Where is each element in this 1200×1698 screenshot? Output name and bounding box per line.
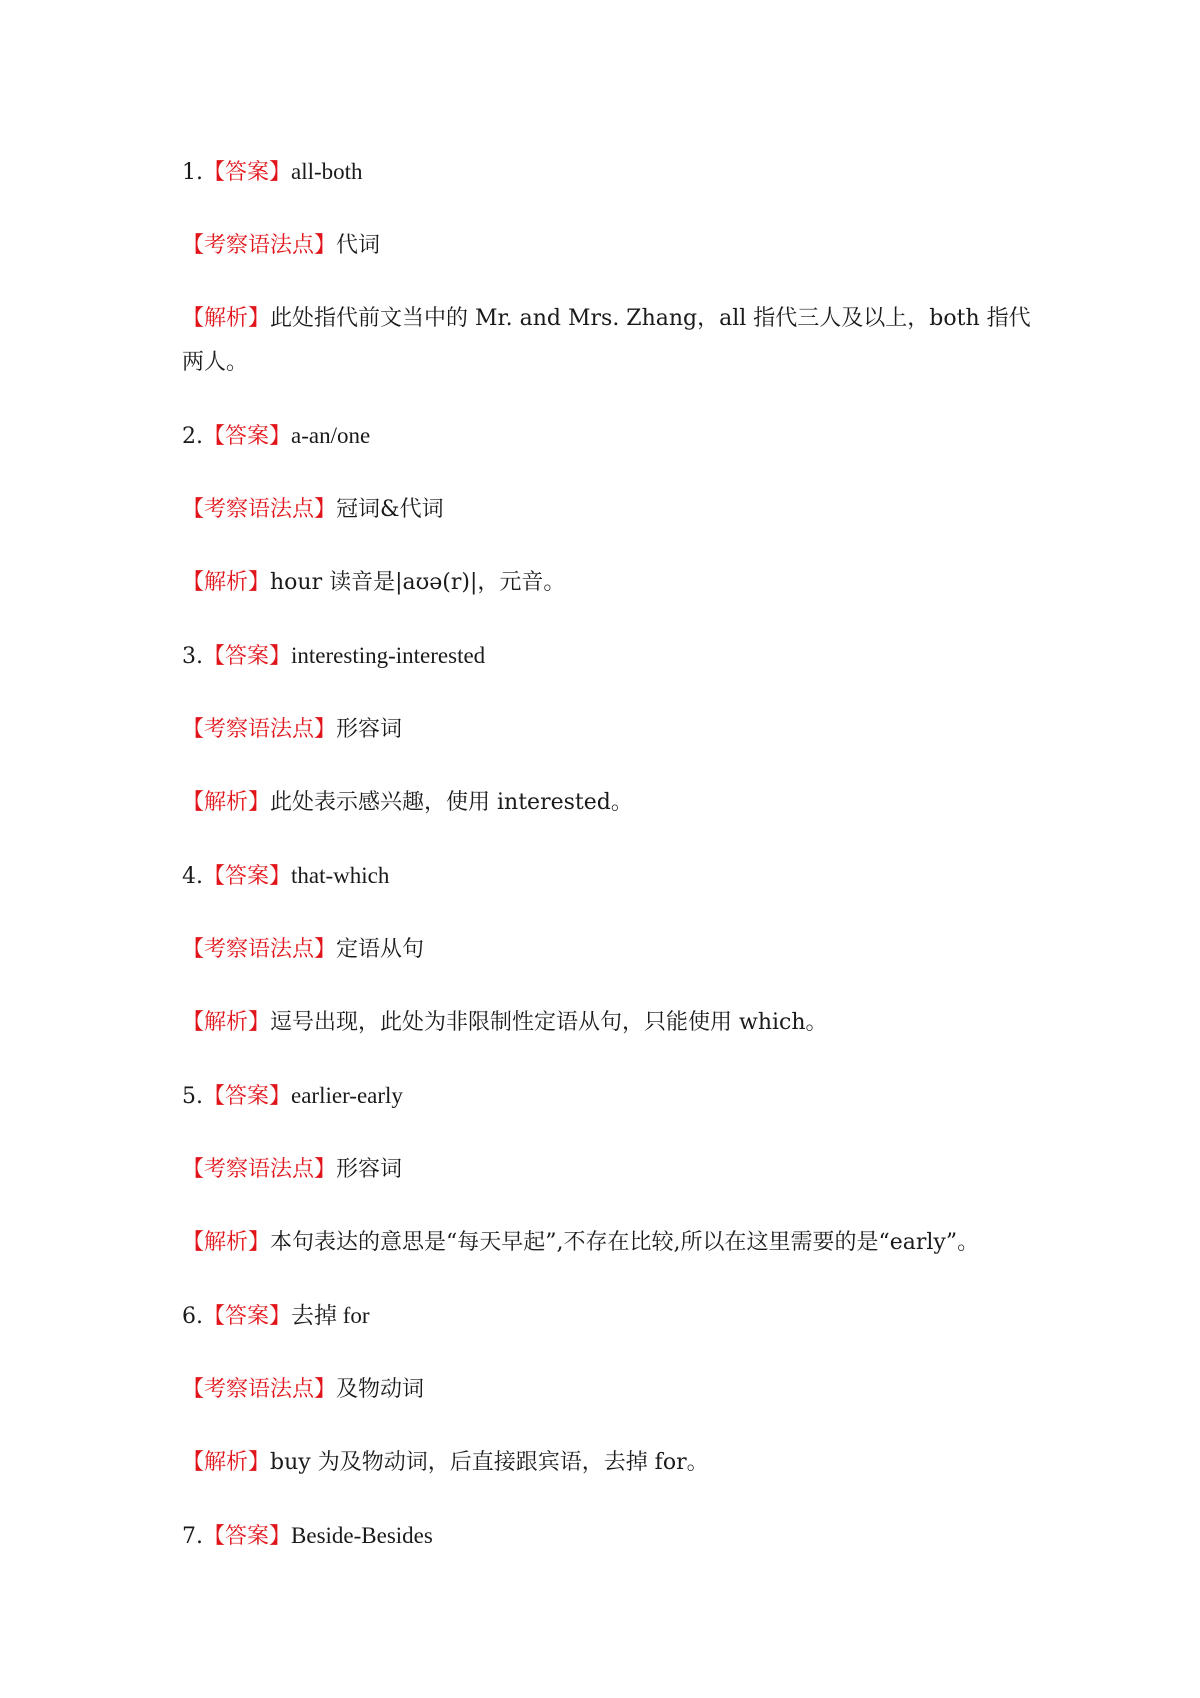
analysis-text: 逗号出现，此处为非限制性定语从句，只能使用 which。: [270, 1010, 828, 1035]
answer-line-6: [182, 1294, 1032, 1339]
grammar-point-line-6: [182, 1368, 1032, 1412]
answer-line-5: [182, 1074, 1032, 1119]
answer-key-page: [182, 150, 1032, 1588]
grammar-point-text: 定语从句: [336, 937, 425, 962]
answer-tag: 【答案】: [203, 1304, 292, 1329]
grammar-point-text: 形容词: [336, 1157, 403, 1182]
analysis-line-2: [182, 561, 1032, 605]
item-number: 3.: [182, 644, 203, 669]
analysis-text: hour 读音是|aʊə(r)|，元音。: [270, 570, 566, 595]
answer-text: that-which: [291, 863, 390, 888]
analysis-text: buy 为及物动词，后直接跟宾语，去掉 for。: [270, 1450, 709, 1475]
item-number: 2.: [182, 424, 203, 449]
answer-text: interesting-interested: [291, 643, 486, 668]
analysis-tag: 【解析】: [182, 1230, 271, 1255]
item-number: 4.: [182, 864, 203, 889]
grammar-point-tag: 【考察语法点】: [182, 497, 337, 522]
analysis-line-1: [182, 297, 1032, 385]
grammar-point-line-1: [182, 224, 1032, 268]
grammar-point-tag: 【考察语法点】: [182, 233, 337, 258]
item-number: 7.: [182, 1524, 203, 1549]
grammar-point-tag: 【考察语法点】: [182, 937, 337, 962]
answer-text: a-an/one: [291, 423, 371, 448]
grammar-point-tag: 【考察语法点】: [182, 717, 337, 742]
analysis-line-3: [182, 781, 1032, 825]
analysis-tag: 【解析】: [182, 1010, 271, 1035]
grammar-point-line-4: [182, 928, 1032, 972]
grammar-point-tag: 【考察语法点】: [182, 1157, 337, 1182]
analysis-tag: 【解析】: [182, 790, 271, 815]
analysis-text: 此处表示感兴趣，使用 interested。: [270, 790, 633, 815]
answer-text: all-both: [291, 159, 363, 184]
analysis-text: 本句表达的意思是“每天早起”,不存在比较,所以在这里需要的是“early”。: [270, 1230, 980, 1255]
analysis-tag: 【解析】: [182, 1450, 271, 1475]
analysis-tag: 【解析】: [182, 570, 271, 595]
grammar-point-text: 冠词&代词: [336, 497, 444, 522]
grammar-point-text: 及物动词: [336, 1377, 425, 1402]
item-number: 1.: [182, 160, 203, 185]
answer-line-2: [182, 414, 1032, 459]
answer-tag: 【答案】: [203, 1524, 292, 1549]
answer-line-7: [182, 1514, 1032, 1559]
grammar-point-line-3: [182, 708, 1032, 752]
answer-tag: 【答案】: [203, 644, 292, 669]
answer-text: Beside-Besides: [291, 1523, 433, 1548]
answer-line-4: [182, 854, 1032, 899]
analysis-line-5: [182, 1221, 1032, 1265]
analysis-line-6: [182, 1441, 1032, 1485]
grammar-point-line-5: [182, 1148, 1032, 1192]
grammar-point-text: 代词: [336, 233, 381, 258]
answer-line-1: [182, 150, 1032, 195]
item-number: 5.: [182, 1084, 203, 1109]
grammar-point-line-2: [182, 488, 1032, 532]
item-number: 6.: [182, 1304, 203, 1329]
answer-line-3: [182, 634, 1032, 679]
answer-tag: 【答案】: [203, 1084, 292, 1109]
analysis-line-4: [182, 1001, 1032, 1045]
grammar-point-tag: 【考察语法点】: [182, 1377, 337, 1402]
answer-tag: 【答案】: [203, 864, 292, 889]
answer-tag: 【答案】: [203, 424, 292, 449]
analysis-tag: 【解析】: [182, 306, 271, 331]
answer-text: earlier-early: [291, 1083, 403, 1108]
answer-tag: 【答案】: [203, 160, 292, 185]
grammar-point-text: 形容词: [336, 717, 403, 742]
analysis-text: 此处指代前文当中的 Mr. and Mrs. Zhang，all 指代三人及以上，both 指代两人。: [182, 306, 1031, 375]
answer-text: 去掉 for: [291, 1303, 370, 1328]
